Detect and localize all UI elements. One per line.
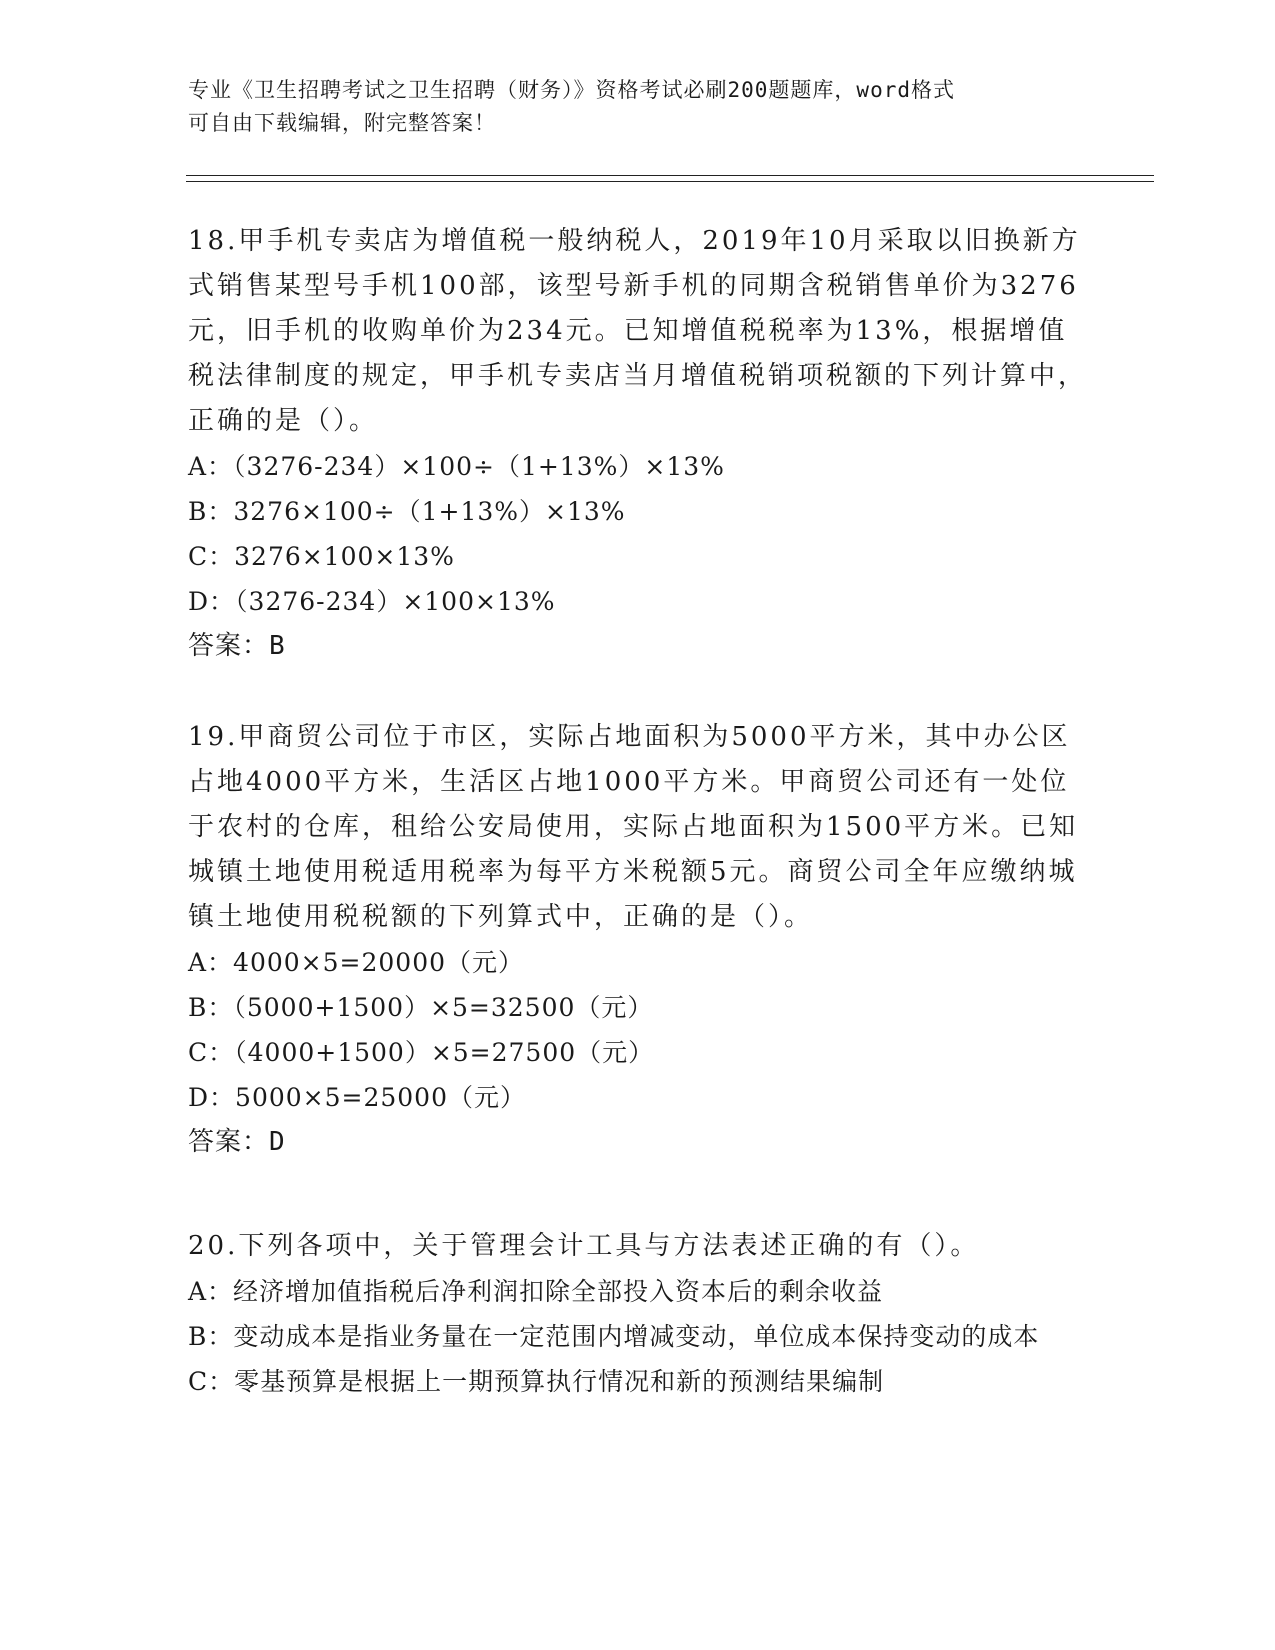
option-d: D：5000×5=25000（元）: [188, 1083, 526, 1112]
option-a: A：经济增加值指税后净利润扣除全部投入资本后的剩余收益: [188, 1277, 884, 1306]
option-b: B：3276×100÷（1+13%）×13%: [188, 497, 626, 526]
option-c: C：（4000+1500）×5=27500（元）: [188, 1038, 655, 1067]
option-c: C：零基预算是根据上一期预算执行情况和新的预测结果编制: [188, 1367, 885, 1396]
answer-line: [188, 1120, 1088, 1165]
header-divider-bottom: [186, 181, 1154, 182]
option-b: B：变动成本是指业务量在一定范围内增减变动，单位成本保持变动的成本: [188, 1322, 1040, 1351]
header-divider-top: [186, 175, 1154, 176]
answer-line: [188, 624, 1088, 669]
header-line-2: 可自由下载编辑，附完整答案！: [188, 111, 496, 135]
answer-label: 答案：: [188, 631, 270, 661]
option-c: C：3276×100×13%: [188, 542, 455, 571]
option-b: B：（5000+1500）×5=32500（元）: [188, 993, 654, 1022]
option-a: A：4000×5=20000（元）: [188, 948, 525, 977]
answer-value: B: [269, 631, 286, 661]
header-line-1: 专业《卫生招聘考试之卫生招聘（财务）》资格考试必刷200题题库，word格式: [188, 78, 955, 102]
document-header: [188, 74, 1088, 140]
question-text: 18.甲手机专卖店为增值税一般纳税人，2019年10月采取以旧换新方式销售某型号手机100部，该型号新手机的同期含税销售单价为3276元，旧手机的收购单价为234元。已知增值税税率为13%，根据增值税法律制度的规定，甲手机专卖店当月增值税销项税额的下列计算中，正确的是（）。: [188, 226, 1088, 436]
question-text: 19.甲商贸公司位于市区，实际占地面积为5000平方米，其中办公区占地4000平方米，生活区占地1000平方米。甲商贸公司还有一处位于农村的仓库，租给公安局使用，实际占地面积为1500平方米。已知城镇土地使用税适用税率为每平方米税额5元。商贸公司全年应缴纳城镇土地使用税税额的下列算式中，正确的是（）。: [188, 722, 1079, 932]
option-a: A：（3276-234）×100÷（1+13%）×13%: [188, 452, 725, 481]
answer-value: D: [269, 1127, 286, 1157]
question-20: [188, 1224, 1088, 1404]
question-text: 20.下列各项中，关于管理会计工具与方法表述正确的有（）。: [188, 1231, 980, 1261]
question-19: [188, 715, 1088, 1165]
option-d: D：（3276-234）×100×13%: [188, 587, 556, 616]
answer-label: 答案：: [188, 1127, 270, 1157]
question-18: [188, 219, 1088, 669]
